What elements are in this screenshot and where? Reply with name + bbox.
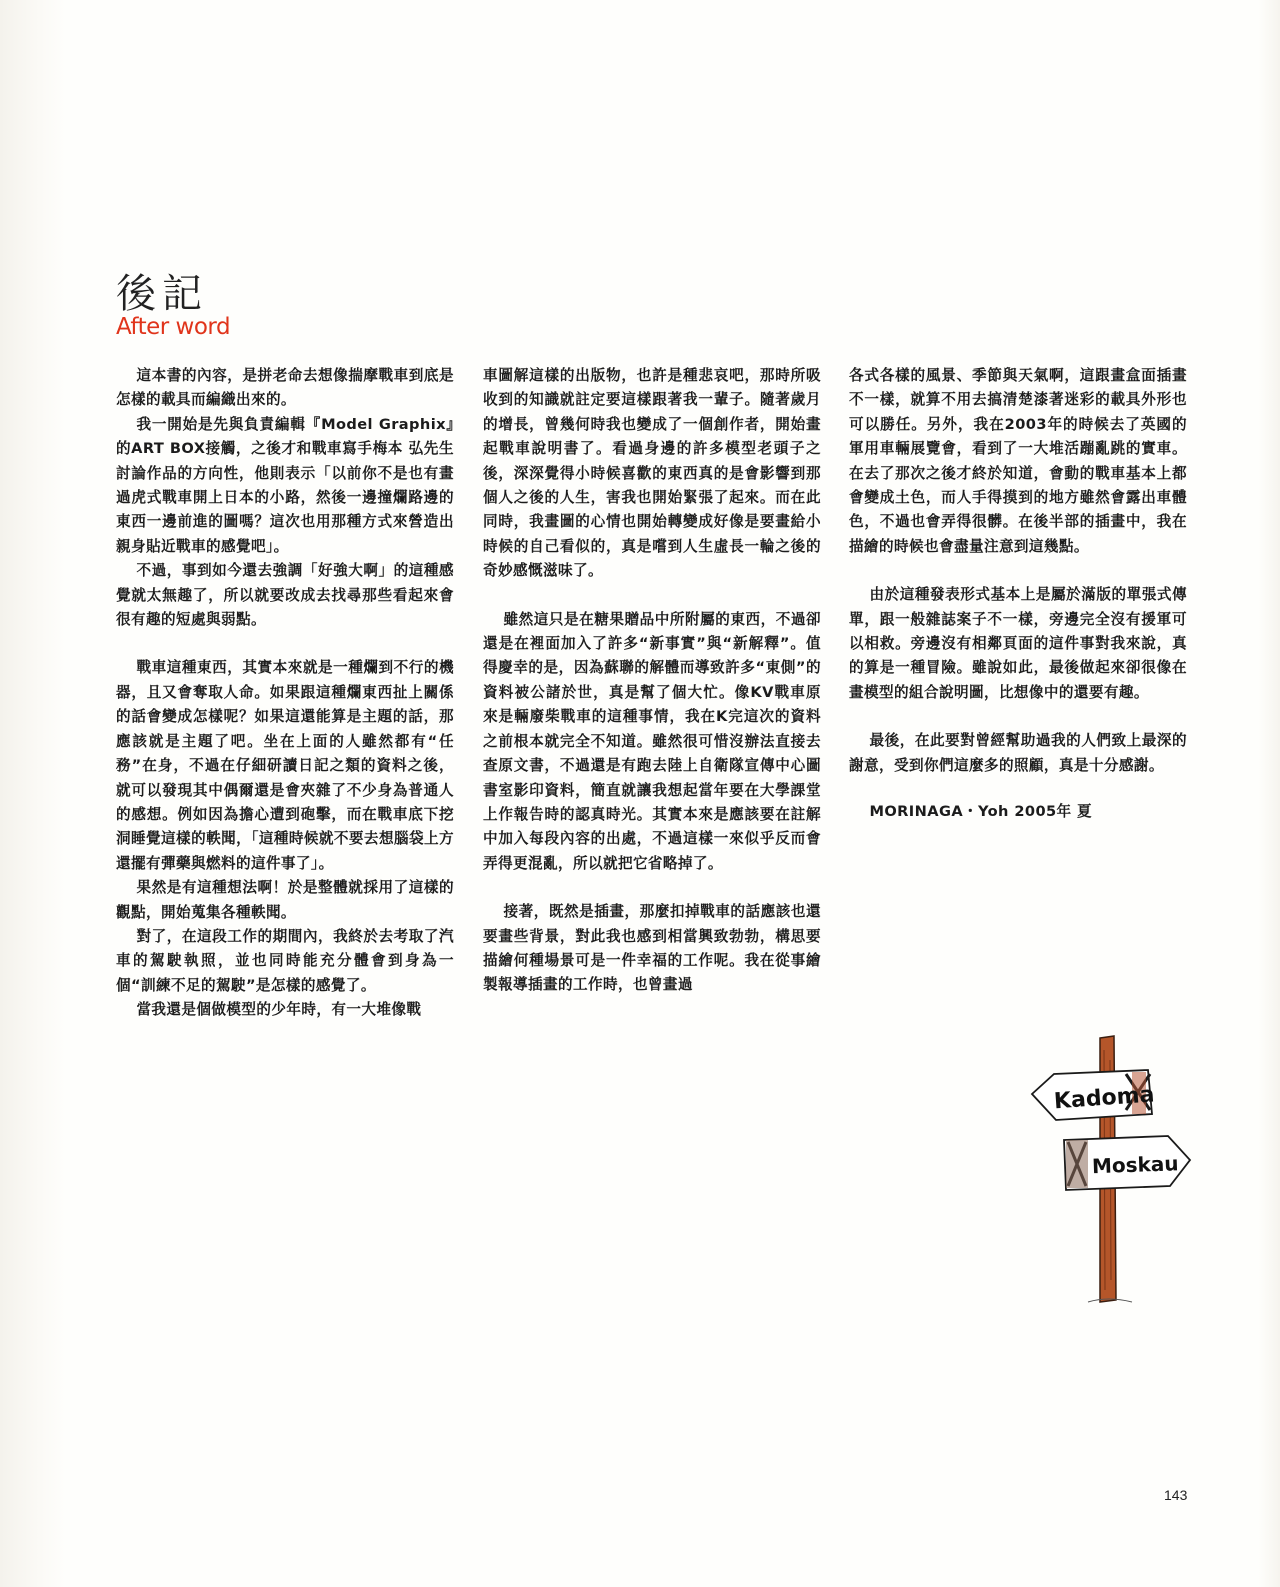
page-subtitle: After word [116,314,231,340]
page-edge-shadow [1258,0,1280,1587]
title-block [116,270,230,340]
page-gutter-shadow [0,0,66,1587]
paragraph: 果然是有這種想法啊！於是整體就採用了這樣的觀點，開始蒐集各種軼聞。 [116,879,454,921]
page-number: 143 [1164,1487,1188,1503]
paragraph: 由於這種發表形式基本上是屬於滿版的單張式傳單，跟一般雜誌案子不一樣，旁邊完全沒有援軍可以相救。旁邊沒有相鄰頁面的這件事對我來說，真的算是一種冒險。雖說如此，最後做起來卻很像在畫模型的組合說明圖，比想像中的還要有趣。 [849,586,1187,701]
paragraph: 接著，既然是插畫，那麼扣掉戰車的話應該也還要畫些背景，對此我也感到相當興致勃勃，構思要描繪何種場景可是一件幸福的工作呢。我在從事繪製報導插畫的工作時，也曾畫過 [483,903,821,994]
author-signature: MORINAGA・Yoh 2005年 夏 [869,803,1093,821]
paragraph: 這本書的內容，是拼老命去想像揣摩戰車到底是怎樣的載具而編織出來的。 [116,367,454,409]
paragraph: 戰車這種東西，其實本來就是一種爛到不行的機器，且又會奪取人命。如果跟這種爛東西扯上關係的話會變成怎樣呢？如果這還能算是主題的話，那應該就是主題了吧。坐在上面的人雖然都有“任務”在身，不過在仔細研讀日記之類的資料之後，就可以發現其中偶爾還是會夾雜了不少身為普通人的感想。例如因為擔心遭到砲擊，而在戰車底下挖洞睡覺這樣的軼聞，「這種時候就不要去想腦袋上方還擺有彈藥與燃料的這件事了」。 [116,659,454,872]
text-column-3 [849,364,1187,825]
paragraph: 各式各樣的風景、季節與天氣啊，這跟畫盒面插畫不一樣，就算不用去搞清楚漆著迷彩的載具外形也可以勝任。另外，我在2003年的時候去了英國的軍用車輛展覽會，看到了一大堆活蹦亂跳的實車。在去了那次之後才終於知道，會動的戰車基本上都會變成土色，而人手得摸到的地方雖然會露出車體色，不過也會弄得很髒。在後半部的插畫中，我在描繪的時候也會盡量注意到這幾點。 [849,367,1187,555]
paragraph: 對了，在這段工作的期間內，我終於去考取了汽車的駕駛執照，並也同時能充分體會到身為一個“訓練不足的駕駛”是怎樣的感覺了。 [116,927,454,994]
paragraph: 當我還是個做模型的少年時，有一大堆像戰 [136,1001,422,1019]
text-column-1 [116,364,454,1023]
paragraph: 車圖解這樣的出版物，也許是種悲哀吧，那時所吸收到的知識就註定要這樣跟著我一輩子。隨著歲月的增長，曾幾何時我也變成了一個創作者，開始畫起戰車說明書了。看過身邊的許多模型老頭子之後，深深覺得小時候喜歡的東西真的是會影響到那個人之後的人生，害我也開始緊張了起來。而在此同時，我畫圖的心情也開始轉變成好像是要畫給小時候的自己看似的，真是嚐到人生虛長一輪之後的奇妙感慨滋味了。 [483,367,821,580]
paragraph: 不過，事到如今還去強調「好強大啊」的這種感覺就太無趣了，所以就要改成去找尋那些看起來會很有趣的短處與弱點。 [116,562,454,629]
paragraph: 我一開始是先與負責編輯『Model Graphix』的ART BOX接觸，之後才和戰車寫手梅本 弘先生討論作品的方向性，他則表示「以前你不是也有畫過虎式戰車開上日本的小路，然後一邊撞爛路邊的東西一邊前進的圖嗎？這次也用那種方式來營造出親身貼近戰車的感覺吧」。 [116,415,454,555]
paragraph: 最後，在此要對曾經幫助過我的人們致上最深的謝意，受到你們這麼多的照顧，真是十分感謝。 [849,732,1187,774]
paragraph: 雖然這只是在糖果贈品中所附屬的東西，不過卻還是在裡面加入了許多“新事實”與“新解釋”。值得慶幸的是，因為蘇聯的解體而導致許多“東側”的資料被公諸於世，真是幫了個大忙。像KV戰車原來是輛廢柴戰車的這種事情，我在K完這次的資料之前根本就完全不知道。雖然很可惜沒辦法直接去查原文書，不過還是有跑去陸上自衛隊宣傳中心圖書室影印資料，簡直就讓我想起當年要在大學課堂上作報告時的認真時光。其實本來是應該要在註解中加入每段內容的出處，不過這樣一來似乎反而會弄得更混亂，所以就把它省略掉了。 [483,610,821,872]
sign-text-bottom: Moskau [1091,1151,1179,1179]
signpost-illustration [1028,1030,1208,1310]
page-title: 後記 [116,271,208,317]
text-column-2 [483,364,821,998]
sign-text-top: Kadoma [1053,1082,1156,1115]
